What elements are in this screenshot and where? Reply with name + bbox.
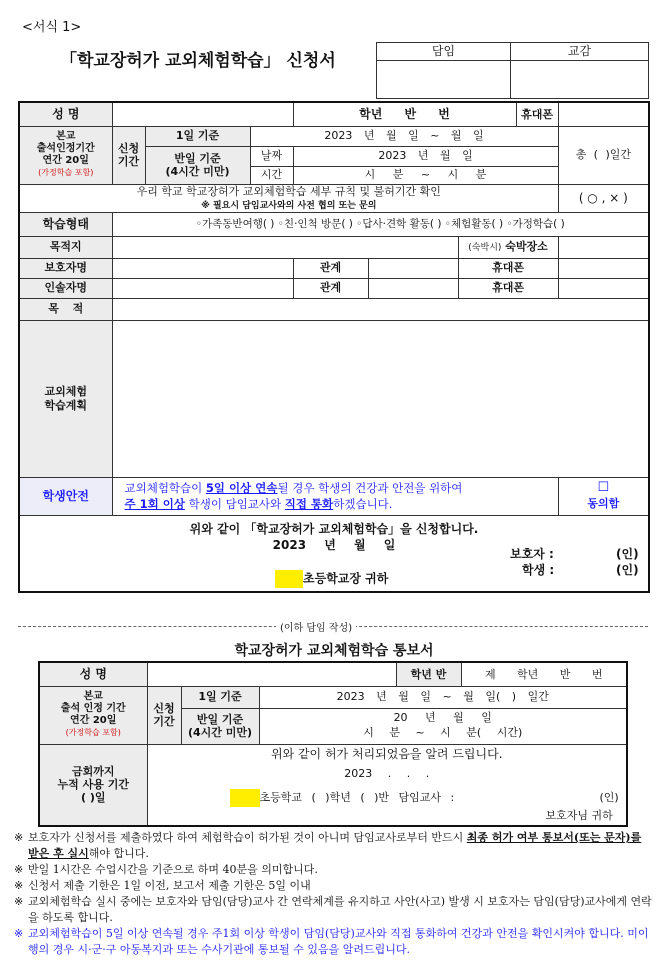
notice-result-area [147, 744, 627, 826]
guardian-field[interactable] [112, 258, 293, 278]
date-field[interactable]: 2023 년 월 일 [293, 146, 558, 166]
time-field[interactable]: 시 분 ~ 시 분 [293, 166, 558, 184]
plan-field[interactable] [112, 320, 649, 477]
guardian-relation-field[interactable] [368, 258, 458, 278]
guardian-relation-label: 관계 [293, 258, 368, 278]
apply-date[interactable]: 2023 년 월 일 [272, 537, 396, 552]
note-4: ※ 교외체험학습 실시 중에는 보호자와 담임(담당)교사 간 연락체계를 유지하고 사안(사고) 발생 시 보호자는 담임(담당)교사에게 연락을 하도록 합니다. [14, 894, 652, 924]
notice-table [38, 661, 628, 827]
agree-checkbox[interactable]: ☐ [597, 480, 610, 496]
notice-date[interactable]: 2023 . . . [344, 766, 430, 780]
safety-agree[interactable]: ☐ 동의함 [558, 477, 649, 515]
escort-relation-label: 관계 [293, 278, 368, 298]
stay-label: (숙박시) 숙박장소 [458, 236, 558, 258]
notice-one-day-label: 1일 기준 [181, 686, 259, 708]
stay-field[interactable] [558, 236, 649, 258]
phone-label: 휴대폰 [516, 102, 558, 126]
name-field[interactable] [112, 102, 293, 126]
notice-seal[interactable]: (인) [599, 790, 619, 804]
safety-text: 교외체험학습이 5일 이상 연속될 경우 학생의 건강과 안전을 위하여 주 1회 이상 학생이 담임교사와 직접 통화하겠습니다. [112, 477, 558, 515]
student-seal[interactable]: (인) [616, 562, 639, 577]
one-day-label: 1일 기준 [145, 126, 250, 146]
notice-title: 학교장허가 교외체험학습 통보서 [234, 643, 434, 659]
name-label: 성 명 [19, 102, 112, 126]
notice-grade-field[interactable]: 제 학년 반 번 [461, 662, 627, 686]
notice-to-guardian: 보호자님 귀하 [545, 808, 613, 822]
form-number: <서식 1> [22, 20, 82, 35]
escort-phone-field[interactable] [558, 278, 649, 298]
rules-confirm-mark[interactable]: ( ○ , × ) [558, 184, 649, 212]
note-2: ※ 반일 1시간은 수업시간을 기준으로 하며 40분을 의미합니다. [14, 862, 318, 876]
approval-table [376, 42, 649, 99]
learning-type-label: 학습형태 [19, 212, 112, 236]
notice-grade-label: 학년 반 [396, 662, 461, 686]
escort-field[interactable] [112, 278, 293, 298]
approval-vp-label: 교감 [511, 43, 649, 61]
notice-attendance-label: 본교 출석 인정 기간 연간 20일 (가정학습 포함) [39, 686, 147, 744]
purpose-label: 목 적 [19, 298, 112, 320]
learning-type-options[interactable]: ◦가족동반여행( ) ◦친·인척 방문( ) ◦답사·견학 활동( ) ◦체험활동( ) ◦가정학습( ) [112, 212, 649, 236]
time-label: 시간 [250, 166, 293, 184]
purpose-field[interactable] [112, 298, 649, 320]
school-name-highlight[interactable] [275, 570, 303, 588]
guardian-sign-label: 보호자 : [510, 546, 554, 561]
approval-teacher-sign[interactable] [377, 61, 511, 99]
approval-teacher-label: 담임 [377, 43, 511, 61]
cumulative-label: 금회까지 누적 사용 기간 ( )일 [39, 744, 147, 826]
apply-period-label: 신청 기간 [112, 126, 145, 184]
notice-period-label: 신청 기간 [147, 686, 181, 744]
application-table [18, 101, 650, 593]
phone-field[interactable] [558, 102, 649, 126]
escort-relation-field[interactable] [368, 278, 458, 298]
notice-half-day-field[interactable]: 20 년 월 일 시 분 ~ 시 분( 시간) [259, 708, 627, 744]
safety-label: 학생안전 [19, 477, 112, 515]
form-title: 「학교장허가 교외체험학습」 신청서 [60, 51, 336, 71]
guardian-phone-label: 휴대폰 [458, 258, 558, 278]
escort-phone-label: 휴대폰 [458, 278, 558, 298]
approval-vp-sign[interactable] [511, 61, 649, 99]
grade-label: 학년 반 번 [293, 102, 516, 126]
statement: 위와 같이 「학교장허가 교외체험학습」을 신청합니다. [189, 521, 479, 536]
notice-school-highlight[interactable] [230, 789, 260, 807]
notice-school-line: 초등학교 ( )학년 ( )반 담임교사 : [230, 789, 455, 807]
plan-label: 교외체험 학습계획 [19, 320, 112, 477]
student-sign-label: 학생 : [522, 562, 555, 577]
date-label: 날짜 [250, 146, 293, 166]
notice-name-label: 성 명 [39, 662, 147, 686]
notes [14, 830, 654, 958]
notice-name-field[interactable] [147, 662, 396, 686]
destination-field[interactable] [112, 236, 458, 258]
note-1: ※ 보호자가 신청서를 제출하였다 하여 체험학습이 허가된 것이 아니며 담임교사로부터 반드시 최종 허가 여부 통보서(또는 문자)를 받은 후 실시해야 합니다. [14, 831, 642, 860]
notice-half-day-label: 반일 기준 (4시간 미만) [181, 708, 259, 744]
notice-one-day-field[interactable]: 2023 년 월 일 ~ 월 일( ) 일간 [259, 686, 627, 708]
half-day-label: 반일 기준 (4시간 미만) [145, 146, 250, 184]
guardian-seal[interactable]: (인) [616, 546, 639, 561]
one-day-field[interactable]: 2023 년 월 일 ~ 월 일 [250, 126, 558, 146]
notice-result: 위와 같이 허가 처리되었음을 알려 드립니다. [270, 746, 503, 761]
guardian-phone-field[interactable] [558, 258, 649, 278]
principal-line: 초등학교장 귀하 [275, 570, 388, 588]
destination-label: 목적지 [19, 236, 112, 258]
total-days-field[interactable]: 총 ( )일간 [558, 126, 649, 184]
divider-label: (이하 담임 작성) [276, 619, 356, 634]
escort-label: 인솔자명 [19, 278, 112, 298]
note-5: ※ 교외체험학습이 5일 이상 연속될 경우 주1회 이상 학생이 담임(담당)교사와 직접 통화하여 건강과 안전을 확인시켜야 합니다. 미이행의 경우 시·군·구 아동복지과 또는 수사기관에 통보될 수 있음을 알려드립니다. [14, 926, 649, 956]
signature-area [19, 515, 649, 592]
note-3: ※ 신청서 제출 기한은 1일 이전, 보고서 제출 기한은 5일 이내 [14, 878, 311, 892]
attendance-label: 본교 출석인정기간 연간 20일 (가정학습 포함) [19, 126, 112, 184]
guardian-label: 보호자명 [19, 258, 112, 278]
rules-confirm: 우리 학교 학교장허가 교외체험학습 세부 규칙 및 불허기간 확인 ※ 필요시 담임교사와의 사전 협의 또는 문의 [19, 184, 558, 212]
